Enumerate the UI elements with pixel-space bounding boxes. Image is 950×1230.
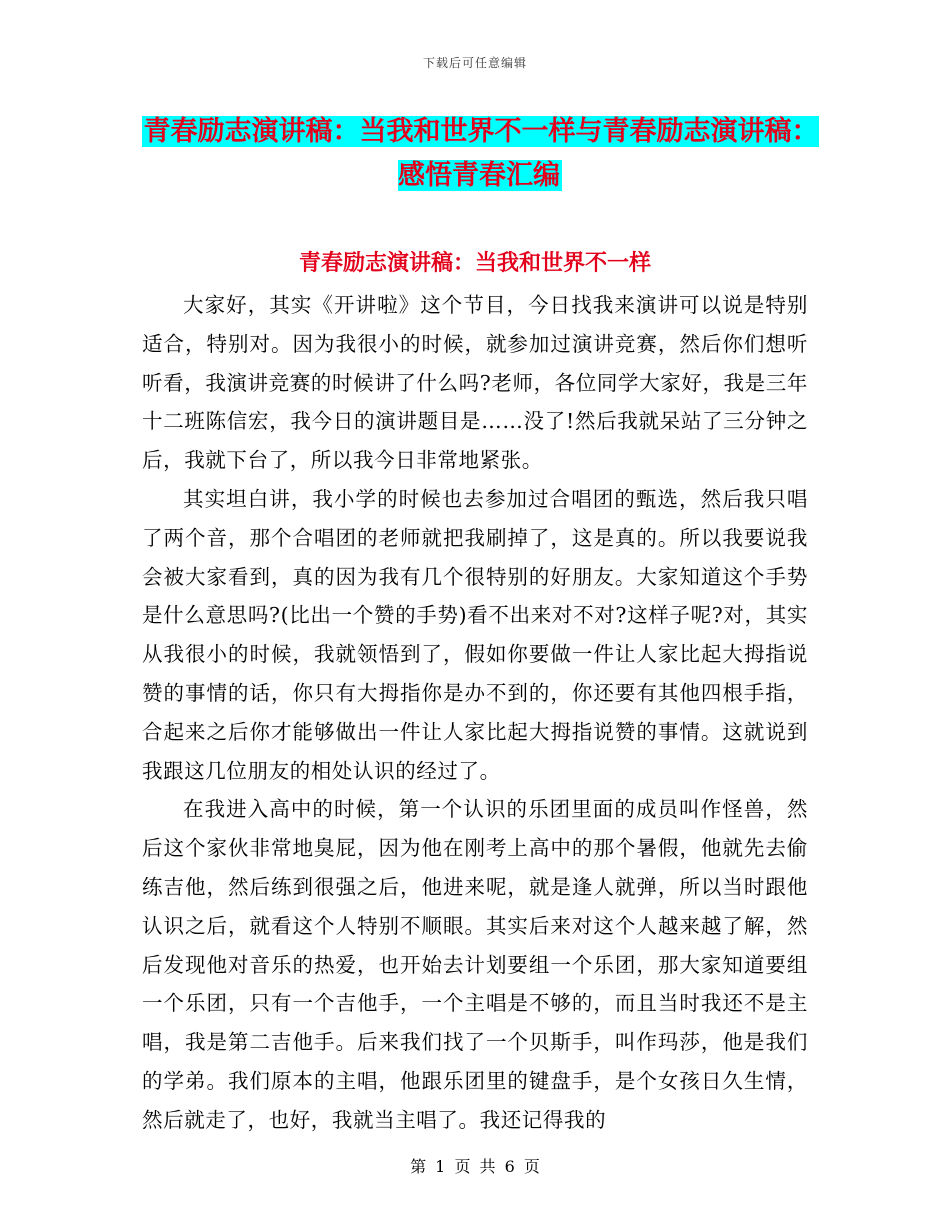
document-title [140, 110, 820, 198]
document-title-text: 青春励志演讲稿：当我和世界不一样与青春励志演讲稿：感悟青春汇编 [143, 116, 819, 191]
section-title: 青春励志演讲稿：当我和世界不一样 [298, 251, 651, 276]
paragraph: 大家好，其实《开讲啦》这个节目，今日找我来演讲可以说是特别适合，特别对。因为我很小的时候，就参加过演讲竞赛，然后你们想听听看，我演讲竞赛的时候讲了什么吗?老师，各位同学大家好，我是三年十二班陈信宏，我今日的演讲题目是……没了!然后我就呆站了三分钟之后，我就下台了，所以我今日非常地紧张。 [142, 293, 808, 473]
body-text [142, 286, 808, 1140]
paragraph: 在我进入高中的时候，第一个认识的乐团里面的成员叫作怪兽，然后这个家伙非常地臭屁，因为他在刚考上高中的那个暑假，他就先去偷练吉他，然后练到很强之后，他进来呢，就是逢人就弹，所以当时跟他认识之后，就看这个人特别不顺眼。其实后来对这个人越来越了解，然后发现他对音乐的热爱，也开始去计划要组一个乐团，那大家知道要组一个乐团，只有一个吉他手，一个主唱是不够的，而且当时我还不是主唱，我是第二吉他手。后来我们找了一个贝斯手，叫作玛莎，他是我们的学弟。我们原本的主唱，他跟乐团里的键盘手，是个女孩日久生情，然后就走了，也好，我就当主唱了。我还记得我的 [142, 797, 808, 1132]
paragraph: 其实坦白讲，我小学的时候也去参加过合唱团的甄选，然后我只唱了两个音，那个合唱团的老师就把我刷掉了，这是真的。所以我要说我会被大家看到，真的因为我有几个很特别的好朋友。大家知道这个手势是什么意思吗?(比出一个赞的手势)看不出来对不对?这样子呢?对，其实从我很小的时候，我就领悟到了，假如你要做一件让人家比起大拇指说赞的事情的话，你只有大拇指你是办不到的，你还要有其他四根手指，合起来之后你才能够做出一件让人家比起大拇指说赞的事情。这就说到我跟这几位朋友的相处认识的经过了。 [142, 486, 808, 783]
page-number-footer: 第 1 页 共 6 页 [410, 1157, 540, 1176]
header-note: 下载后可任意编辑 [422, 56, 527, 70]
